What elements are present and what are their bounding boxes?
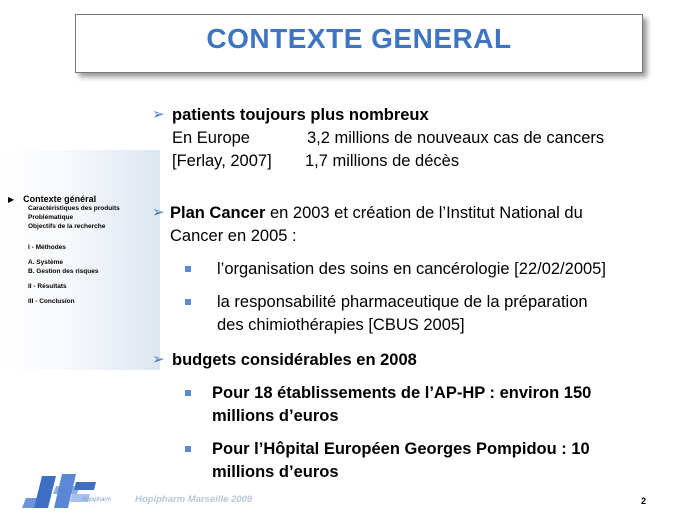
outline-sub-item: A. Système: [28, 259, 64, 266]
sub-text: millions d’euros: [212, 463, 339, 481]
outline-sub-item: Caractéristiques des produits: [28, 205, 120, 212]
bullet-heading: patients toujours plus nombreux: [172, 106, 429, 124]
sub-bullet-organisation: [185, 258, 682, 281]
outline-sidebar: [8, 194, 158, 306]
sub-bullet-responsabilite: [185, 291, 682, 337]
sub-bullet-hegp: [185, 438, 682, 484]
page-number: 2: [641, 496, 647, 506]
square-bullet-icon: [185, 299, 191, 305]
sub-text: des chimiothérapies [CBUS 2005]: [217, 316, 465, 334]
bullet-heading: budgets considérables en 2008: [172, 351, 417, 369]
square-bullet-icon: [185, 390, 191, 396]
square-bullet-icon: [185, 446, 191, 452]
outline-conclusion: III - Conclusion: [28, 298, 75, 305]
square-bullet-icon: [185, 266, 191, 272]
plan-cancer-text: en 2003 et création de l’Institut National du: [265, 204, 583, 222]
sub-text: l’organisation des soins en cancérologie [22/02/2005]: [217, 260, 606, 278]
outline-results: II - Résultats: [28, 283, 67, 290]
sub-text: Pour 18 établissements de l’AP-HP : environ 150: [212, 384, 592, 402]
label-europe: En Europe: [172, 129, 250, 147]
hopipharm-logo: [22, 464, 142, 512]
value-new-cases: 3,2 millions de nouveaux cas de cancers: [307, 129, 605, 147]
logo-wordmark: Hopipharm: [82, 497, 112, 503]
sub-text: millions d’euros: [212, 407, 339, 425]
bullet-budgets: [152, 349, 682, 372]
triangle-right-icon: ▶: [8, 194, 15, 204]
label-ferlay: [Ferlay, 2007]: [172, 152, 272, 170]
bullet-patients: [152, 104, 682, 173]
plan-cancer-text-2: Cancer en 2005 :: [170, 227, 297, 245]
slide-content: [152, 104, 682, 484]
sub-text: Pour l’Hôpital Européen Georges Pompidou : 10: [212, 440, 590, 458]
slide-title-box: [75, 14, 643, 73]
outline-methods: I - Méthodes: [28, 244, 66, 251]
arrow-bullet-icon: ➢: [152, 351, 165, 368]
outline-current-section: [8, 194, 158, 204]
outline-sub-item: Problématique: [28, 214, 74, 221]
sub-text: la responsabilité pharmaceutique de la préparation: [217, 293, 588, 311]
plan-cancer-bold: Plan Cancer: [170, 204, 266, 222]
outline-sub-item: Objectifs de la recherche: [28, 223, 106, 230]
bullet-plan-cancer: [152, 202, 682, 248]
footer-event: Hopipharm Marseille 2009: [135, 494, 253, 505]
arrow-bullet-icon: ➢: [152, 106, 165, 123]
outline-sub-item: B. Gestion des risques: [28, 268, 99, 275]
arrow-bullet-icon: ➢: [152, 204, 165, 221]
outline-current-label: Contexte général: [23, 194, 97, 204]
value-deaths: 1,7 millions de décès: [305, 152, 460, 170]
sub-bullet-aphp: [185, 382, 682, 428]
slide-title: CONTEXTE GENERAL: [206, 22, 512, 54]
